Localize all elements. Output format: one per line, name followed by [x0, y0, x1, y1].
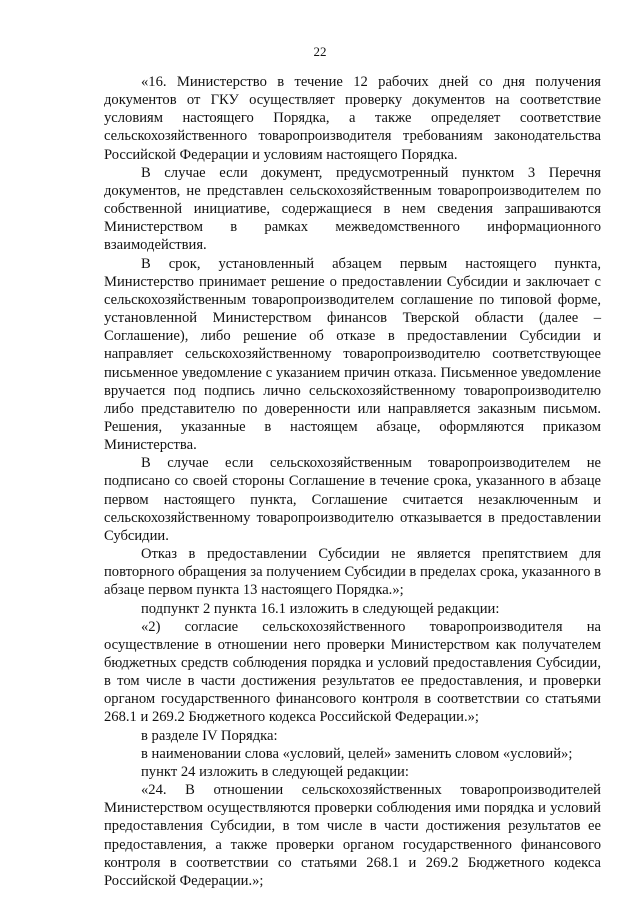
paragraph-10: пункт 24 изложить в следующей редакции: [141, 763, 409, 780]
page-number: 22 [313, 44, 327, 59]
paragraph-1: «16. Министерство в течение 12 рабочих дней со дня получения документов от ГКУ осуществляет проверку документов на соответствие условиям настоящего Порядка, а также определяет соответствие сельскохозяйственного товаропроизводителя требованиям законодательства Российской Федерации и условиям настоящего Порядка. [104, 74, 601, 163]
paragraph-9: в наименовании слова «условий, целей» заменить словом «условий»; [141, 745, 573, 762]
paragraph-11: «24. В отношении сельскохозяйственных товаропроизводителей Министерством осуществляются проверки соблюдения ими порядка и условий предоставления Субсидии, в том числе в части достижения результатов ее предоставления, а также проверки органом государственного финансового контроля в соответствии со статьями 268.1 и 269.2 Бюджетного кодекса Российской Федерации.»; [104, 782, 601, 889]
paragraph-2: В случае если документ, предусмотренный пунктом 3 Перечня документов, не представлен сельскохозяйственным товаропроизводителем по собственной инициативе, содержащиеся в нем сведения запрашиваются Министерством в рамках межведомственного информационного взаимодействия. [104, 164, 601, 254]
document-body [104, 73, 601, 890]
paragraph-4: В случае если сельскохозяйственным товаропроизводителем не подписано со своей стороны Соглашение в течение срока, указанного в абзаце первом настоящего пункта, Соглашение считается незаключенным и сельскохозяйственному товаропроизводителю отказывается в предоставлении Субсидии. [104, 455, 601, 544]
paragraph-7: «2) согласие сельскохозяйственного товаропроизводителя на осуществление в отношении него проверки Министерством как получателем бюджетных средств соблюдения порядка и условий предоставления Субсидии, в том числе в части достижения результатов ее предоставления, и проверки органом государственного финансового контроля в соответствии со статьями 268.1 и 269.2 Бюджетного кодекса Российской Федерации.»; [104, 618, 601, 726]
paragraph-8: в разделе IV Порядка: [141, 727, 278, 744]
paragraph-6: подпункт 2 пункта 16.1 изложить в следующей редакции: [141, 600, 500, 617]
paragraph-3: В срок, установленный абзацем первым настоящего пункта, Министерство принимает решение о предоставлении Субсидии и заключает с сельскохозяйственным товаропроизводителем соглашение по типовой форме, установленной Министерством финансов Тверской области (далее – Соглашение), либо решение об отказе в предоставлении Субсидии и направляет сельскохозяйственному товаропроизводителю соответствующее письменное уведомление с указанием причин отказа. Письменное уведомление вручается под подпись лично сельскохозяйственному товаропроизводителю либо представителю по доверенности или направляется заказным письмом. Решения, указанные в настоящем абзаце, оформляются приказом Министерства. [104, 255, 601, 454]
paragraph-5: Отказ в предоставлении Субсидии не является препятствием для повторного обращения за получением Субсидии в пределах срока, указанного в абзаце первом пункта 13 настоящего Порядка.»; [104, 546, 601, 599]
